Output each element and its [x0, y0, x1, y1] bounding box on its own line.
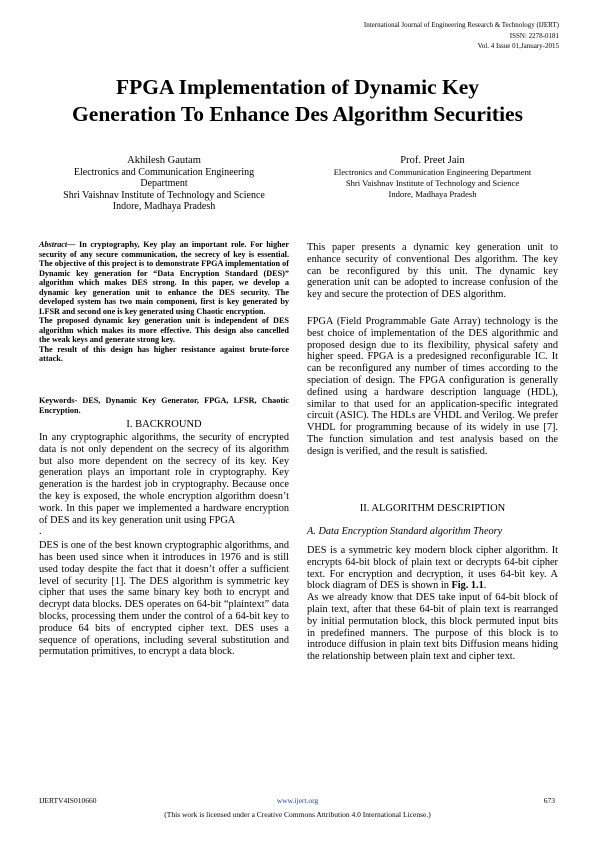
author-dept: Electronics and Communication Engineering: [73, 166, 255, 178]
website-link[interactable]: www.ijert.org: [276, 796, 319, 805]
section-heading-backround: I. BACKROUND: [126, 419, 202, 430]
section1-body: [39, 432, 289, 658]
page-number: 673: [543, 796, 555, 805]
author-place: Indore, Madhaya Pradesh: [388, 188, 477, 199]
author-name: Akhilesh Gautam: [127, 155, 201, 166]
section-heading-algorithm: II. ALGORITHM DESCRIPTION: [359, 503, 506, 514]
author-dept-cont: Department: [140, 178, 188, 189]
journal-name: International Journal of Engineering Research & Technology (IJERT): [363, 21, 559, 29]
author-inst: Shri Vaishnav Institute of Technology and Science: [63, 189, 265, 201]
author-name: Prof. Preet Jain: [400, 155, 465, 166]
volume-issue: Vol. 4 Issue 01,January-2015: [477, 42, 559, 50]
section1-dot: .: [39, 526, 42, 538]
section1-p1: In any cryptographic algorithms, the security of encrypted data is not only dependent on the secrecy of its algorithm but also more dependent on the secrecy of its key. Key generation plays an important role in cryptography. Key generation is the hardest job in cryptography. Because once the key is exposed, the whole encryption algorithm doesn’t work. In this paper we implemented a hardware encryption of DES and its key generation unit using FPGA: [39, 432, 289, 526]
abstract: [39, 240, 289, 364]
journal-header: [364, 20, 559, 52]
section1-p2: DES is one of the best known cryptographic algorithms, and has been used since when it introduces in 1976 and is still used today despite the fact that it doesn’t offer a sufficient level of security [1]. The DES algorithm is symmetric key cipher that uses the same binary key both to encrypt and decrypt data blocks. DES operates on 64-bit “plaintext” data blocks, processing them under the control of a 64-bit key to produce 64 bits of encrypted cipher text. DES uses a sequence of operations, including several substitution and permutation primitives, to encrypt a data block.: [39, 540, 289, 658]
author-place: Indore, Madhaya Pradesh: [112, 201, 216, 212]
section2-p1-text: DES is a symmetric key modern block cipher algorithm. It encrypts 64-bit block of plain text or decrypts 64-bit cipher text. For encryption and decryption, it uses 64-bit key. A block diagram of DES is shown in: [307, 545, 558, 592]
section2-body: [307, 545, 558, 663]
section2-p1-end: .: [483, 580, 487, 592]
author-left: [39, 155, 289, 213]
author-dept: Electronics and Communication Engineering Department: [333, 166, 532, 177]
license-note: (This work is licensed under a Creative Commons Attribution 4.0 International License.): [164, 810, 431, 819]
author-inst: Shri Vaishnav Institute of Technology and Science: [345, 177, 520, 188]
section2-p1: [307, 545, 558, 592]
paper-id: IJERTV4IS010660: [39, 796, 97, 805]
abstract-text: In cryptography, Key play an important role. For higher security of any secure communication, the secrecy of key is essential. The objective of this project is to demonstrate FPGA implementation of Dynamic key generation for “Data Encryption Standard (DES)” algorithm which makes DES strong. In this paper, we develop a dynamic key generation unit to enhance the DES security. The developed system has two main component, first is key generated by LFSR and second one is key generated using Chaotic encryption.: [39, 240, 289, 316]
abstract-p1: [39, 240, 289, 316]
paper-title: [30, 74, 565, 128]
section2-p2: As we already know that DES take input of 64-bit block of plain text, after that these 64-bit of plain text is rearranged by initial permutation block, this block permuted input bits in predefined manners. The purpose of this block is to introduce diffusion in plain text bits Diffusion means hiding the relationship between plain text and cipher text.: [307, 592, 558, 663]
author-right: [305, 155, 560, 200]
keywords: Keywords- DES, Dynamic Key Generator, FPGA, LFSR, Chaotic Encryption.: [39, 396, 289, 415]
abstract-label: Abstract—: [39, 240, 76, 249]
subsection-heading: A. Data Encryption Standard algorithm Theory: [307, 526, 503, 537]
abstract-p3: The result of this design has higher resistance against brute-force attack.: [39, 344, 289, 363]
intro-right-p1: This paper presents a dynamic key generation unit to enhance security of conventional Des algorithm. The key can be reconfigured by this unit. The dynamic key generation unit can be adopted to increase confusion of the key and secure the protection of DES algorithm.: [307, 242, 558, 301]
title-line-2: Generation To Enhance Des Algorithm Securities: [72, 102, 523, 126]
intro-right-p2: FPGA (Field Programmable Gate Array) technology is the best choice of implementation of the DES algorithmic and proposed design due to its flexibility, physical safety and higher speed. FPGA is a predesigned reconfigurable IC. It can be reconfigured any number of times according to the speciation of design. The FPGA configuration is generally defined using a hardware description language (HDL), similar to that used for an application-specific integrated circuit (ASIC). The HDLs are VHDL and Verilog. We prefer VHDL for programming because of its widely in use [7]. The function simulation and test analysis based on the design is verified, and the result is satisfied.: [307, 316, 558, 457]
title-line-1: FPGA Implementation of Dynamic Key: [115, 75, 480, 99]
figure-reference: Fig. 1.1: [451, 580, 484, 592]
abstract-p2: The proposed dynamic key generation unit is independent of DES algorithm which makes its more effective. This design also cancelled the weak keys and generate strong key.: [39, 316, 289, 344]
issn: ISSN: 2278-0181: [509, 31, 559, 40]
